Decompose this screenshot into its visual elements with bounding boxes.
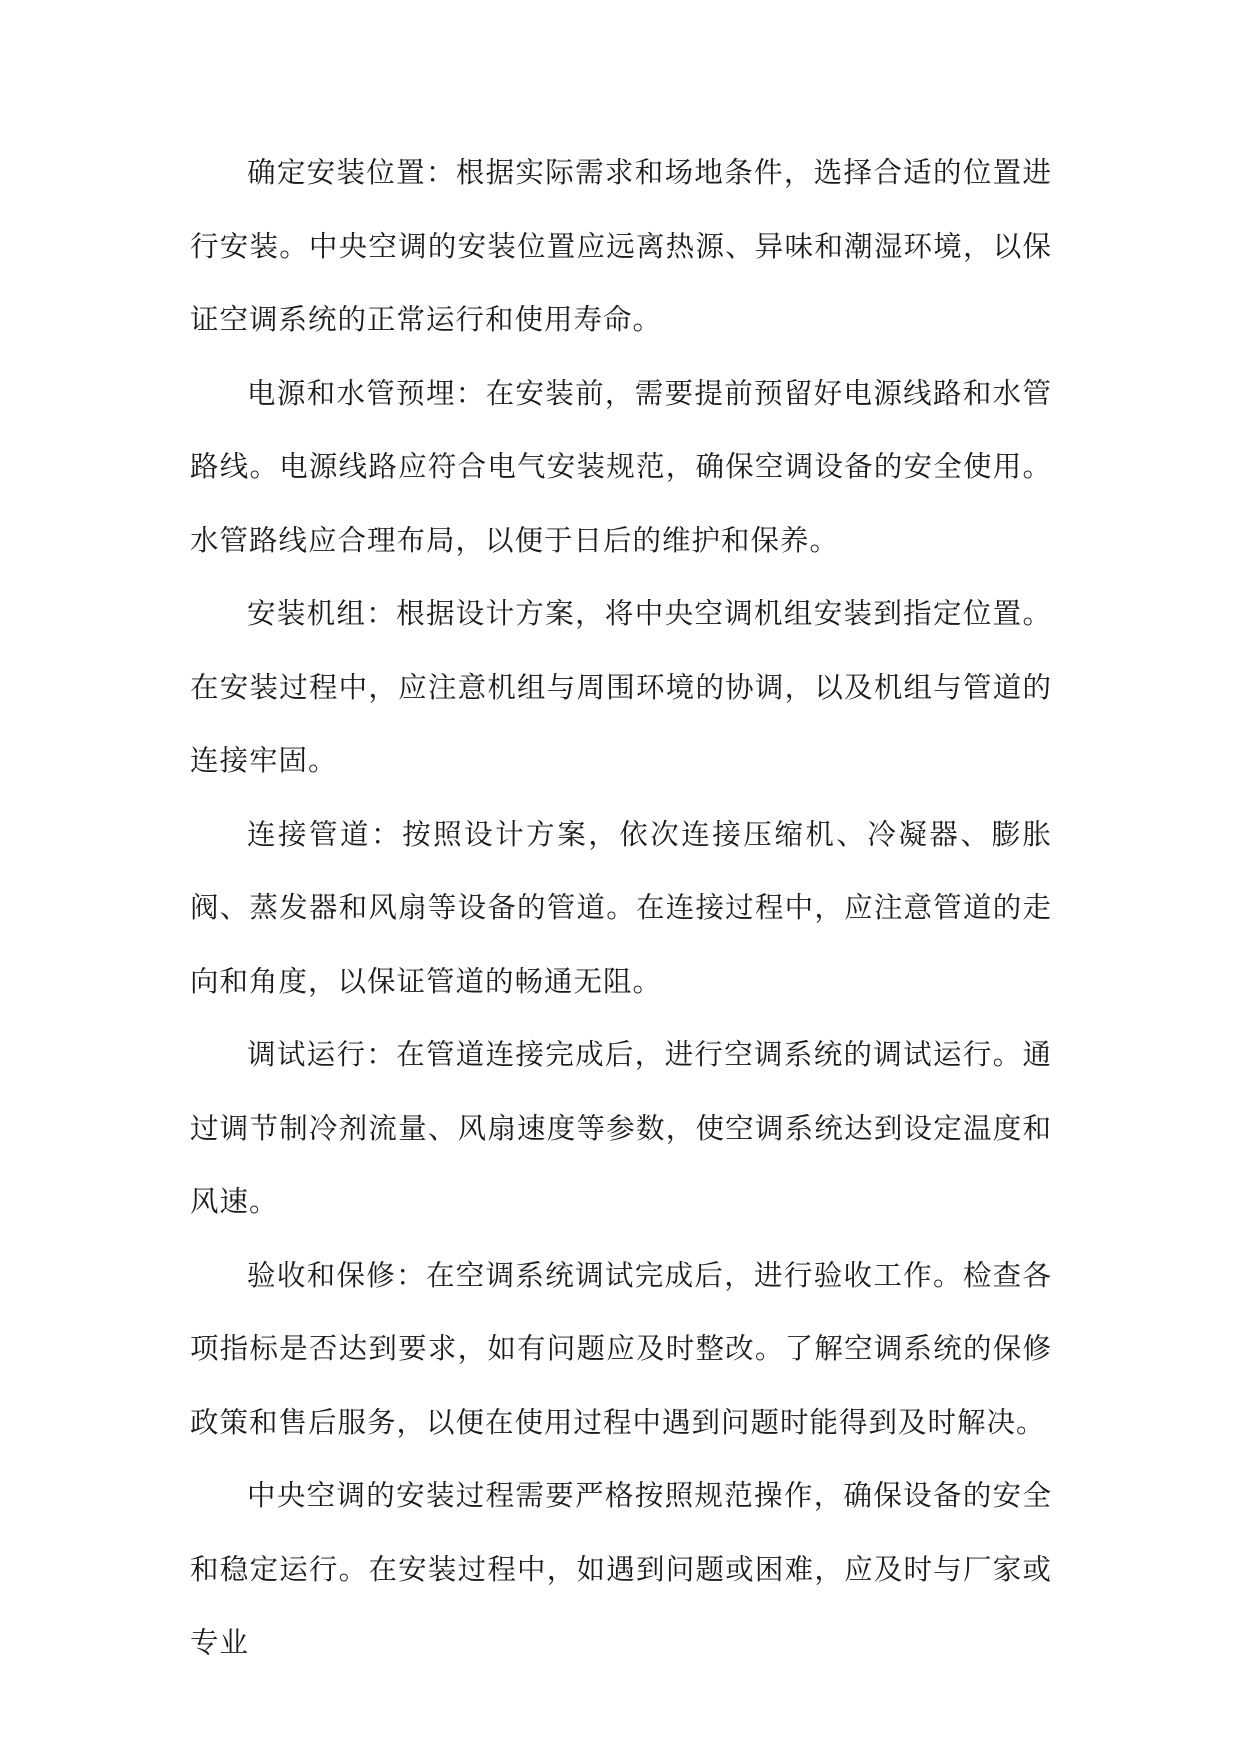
- document-body: [190, 136, 1052, 1680]
- paragraph-connect-pipes: 连接管道：按照设计方案，依次连接压缩机、冷凝器、膨胀阀、蒸发器和风扇等设备的管道。在连接过程中，应注意管道的走向和角度，以保证管道的畅通无阻。: [190, 817, 1052, 998]
- paragraph-power-water-pipes: 电源和水管预埋：在安装前，需要提前预留好电源线路和水管路线。电源线路应符合电气安装规范，确保空调设备的安全使用。水管路线应合理布局，以便于日后的维护和保养。: [190, 376, 1052, 557]
- paragraph-install-unit: 安装机组：根据设计方案，将中央空调机组安装到指定位置。在安装过程中，应注意机组与周围环境的协调，以及机组与管道的连接牢固。: [190, 597, 1052, 777]
- paragraph-commissioning: 调试运行：在管道连接完成后，进行空调系统的调试运行。通过调节制冷剂流量、风扇速度等参数，使空调系统达到设定温度和风速。: [190, 1038, 1052, 1218]
- paragraph-acceptance-warranty: 验收和保修：在空调系统调试完成后，进行验收工作。检查各项指标是否达到要求，如有问题应及时整改。了解空调系统的保修政策和售后服务，以便在使用过程中遇到问题时能得到及时解决。: [190, 1258, 1052, 1439]
- paragraph-summary: 中央空调的安装过程需要严格按照规范操作，确保设备的安全和稳定运行。在安装过程中，如遇到问题或困难，应及时与厂家或专业: [190, 1479, 1052, 1659]
- paragraph-install-location: 确定安装位置：根据实际需求和场地条件，选择合适的位置进行安装。中央空调的安装位置应远离热源、异味和潮湿环境，以保证空调系统的正常运行和使用寿命。: [190, 156, 1052, 336]
